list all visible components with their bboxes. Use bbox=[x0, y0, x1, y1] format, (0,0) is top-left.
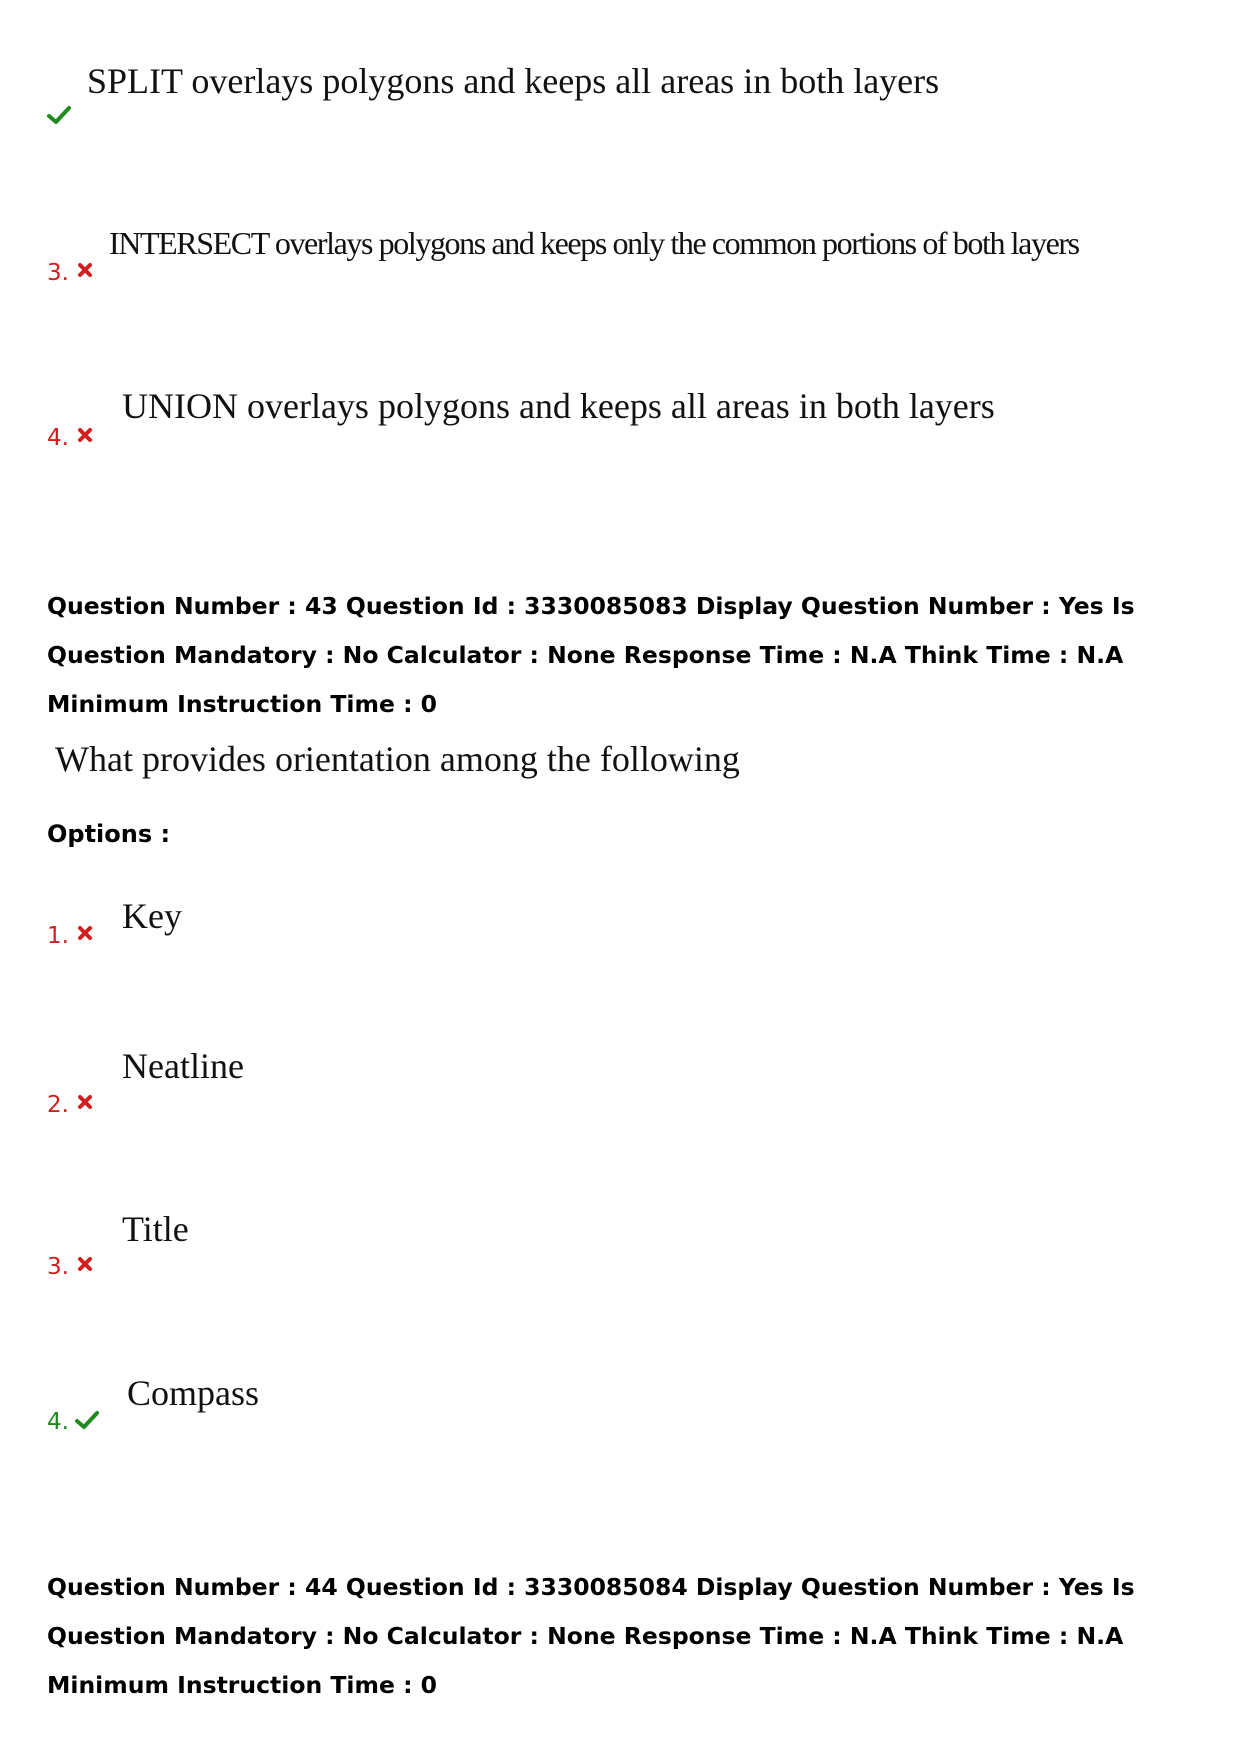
prev-option-2 bbox=[47, 55, 1207, 135]
option-text: SPLIT overlays polygons and keeps all areas in both layers bbox=[87, 61, 940, 101]
check-icon bbox=[75, 1410, 95, 1430]
cross-icon bbox=[77, 1256, 97, 1276]
option-number: 4. bbox=[47, 425, 69, 451]
cross-icon bbox=[77, 262, 97, 282]
option-text: Title bbox=[122, 1209, 189, 1249]
option-text: UNION overlays polygons and keeps all areas in both layers bbox=[122, 386, 995, 426]
cross-icon bbox=[77, 427, 97, 447]
option-text: INTERSECT overlays polygons and keeps only the common portions of both layers bbox=[109, 225, 1079, 261]
q43-option-4 bbox=[47, 1372, 1207, 1452]
option-text: Compass bbox=[127, 1373, 260, 1413]
option-number: 3. bbox=[47, 1254, 69, 1280]
options-label: Options : bbox=[47, 820, 171, 848]
option-number: 2. bbox=[47, 1092, 69, 1118]
option-text: Neatline bbox=[122, 1046, 244, 1086]
q43-option-1 bbox=[47, 895, 1207, 975]
option-number: 4. bbox=[47, 1409, 69, 1435]
option-number: 3. bbox=[47, 260, 69, 286]
question-43-meta: Question Number : 43 Question Id : 3330085083 Display Question Number : Yes Is Question Mandatory : No Calculator : None Response Time : N.A Think Time : N.A Minimum Instruction Time : 0 bbox=[47, 592, 1135, 718]
cross-icon bbox=[77, 1094, 97, 1114]
cross-icon bbox=[77, 925, 97, 945]
q43-option-3 bbox=[47, 1208, 1207, 1288]
question-44-meta: Question Number : 44 Question Id : 3330085084 Display Question Number : Yes Is Question Mandatory : No Calculator : None Response Time : N.A Think Time : N.A Minimum Instruction Time : 0 bbox=[47, 1573, 1135, 1699]
prev-option-4 bbox=[47, 385, 1207, 465]
option-text: Key bbox=[122, 896, 182, 936]
question-43-text: What provides orientation among the following bbox=[55, 739, 740, 779]
q43-option-2 bbox=[47, 1045, 1207, 1125]
option-number: 1. bbox=[47, 923, 69, 949]
check-icon bbox=[47, 105, 67, 125]
prev-option-3 bbox=[47, 220, 1207, 300]
